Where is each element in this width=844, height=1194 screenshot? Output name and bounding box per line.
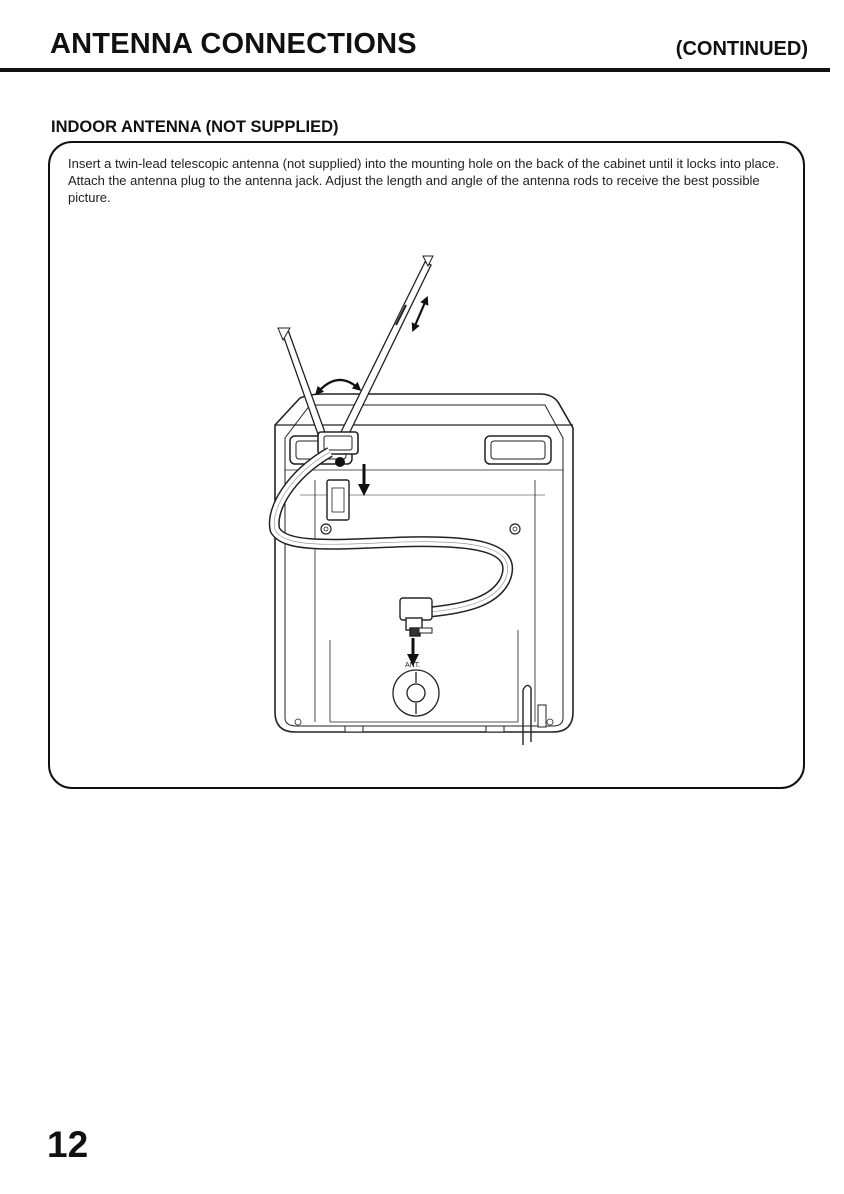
twin-lead-cable bbox=[274, 452, 507, 612]
rotate-arrow bbox=[318, 380, 358, 392]
antenna-rods bbox=[278, 256, 433, 442]
antenna-plug bbox=[400, 598, 432, 636]
screw-right bbox=[510, 524, 520, 534]
page-number: 12 bbox=[47, 1124, 89, 1165]
label-plate bbox=[327, 480, 349, 520]
page-title: ANTENNA CONNECTIONS bbox=[50, 28, 417, 60]
right-handle bbox=[485, 436, 551, 464]
instruction-text: Insert a twin-lead telescopic antenna (not supplied) into the mounting hole on the back of the cabinet until it locks into place. Attach the antenna plug to the antenna jack. Adjust the length and angle of the antenna rods to receive the best possible picture. bbox=[68, 156, 780, 205]
power-cord bbox=[523, 685, 531, 745]
page-subtitle: (CONTINUED) bbox=[675, 38, 808, 60]
ant-jack-label: ANT. bbox=[405, 662, 421, 669]
section-heading: INDOOR ANTENNA (NOT SUPPLIED) bbox=[51, 118, 339, 136]
extend-arrow bbox=[414, 300, 426, 328]
foot-left bbox=[345, 726, 363, 732]
foot-right bbox=[486, 726, 504, 732]
mounting-hole bbox=[335, 457, 345, 467]
antenna-jack bbox=[393, 670, 439, 716]
screw-left bbox=[321, 524, 331, 534]
